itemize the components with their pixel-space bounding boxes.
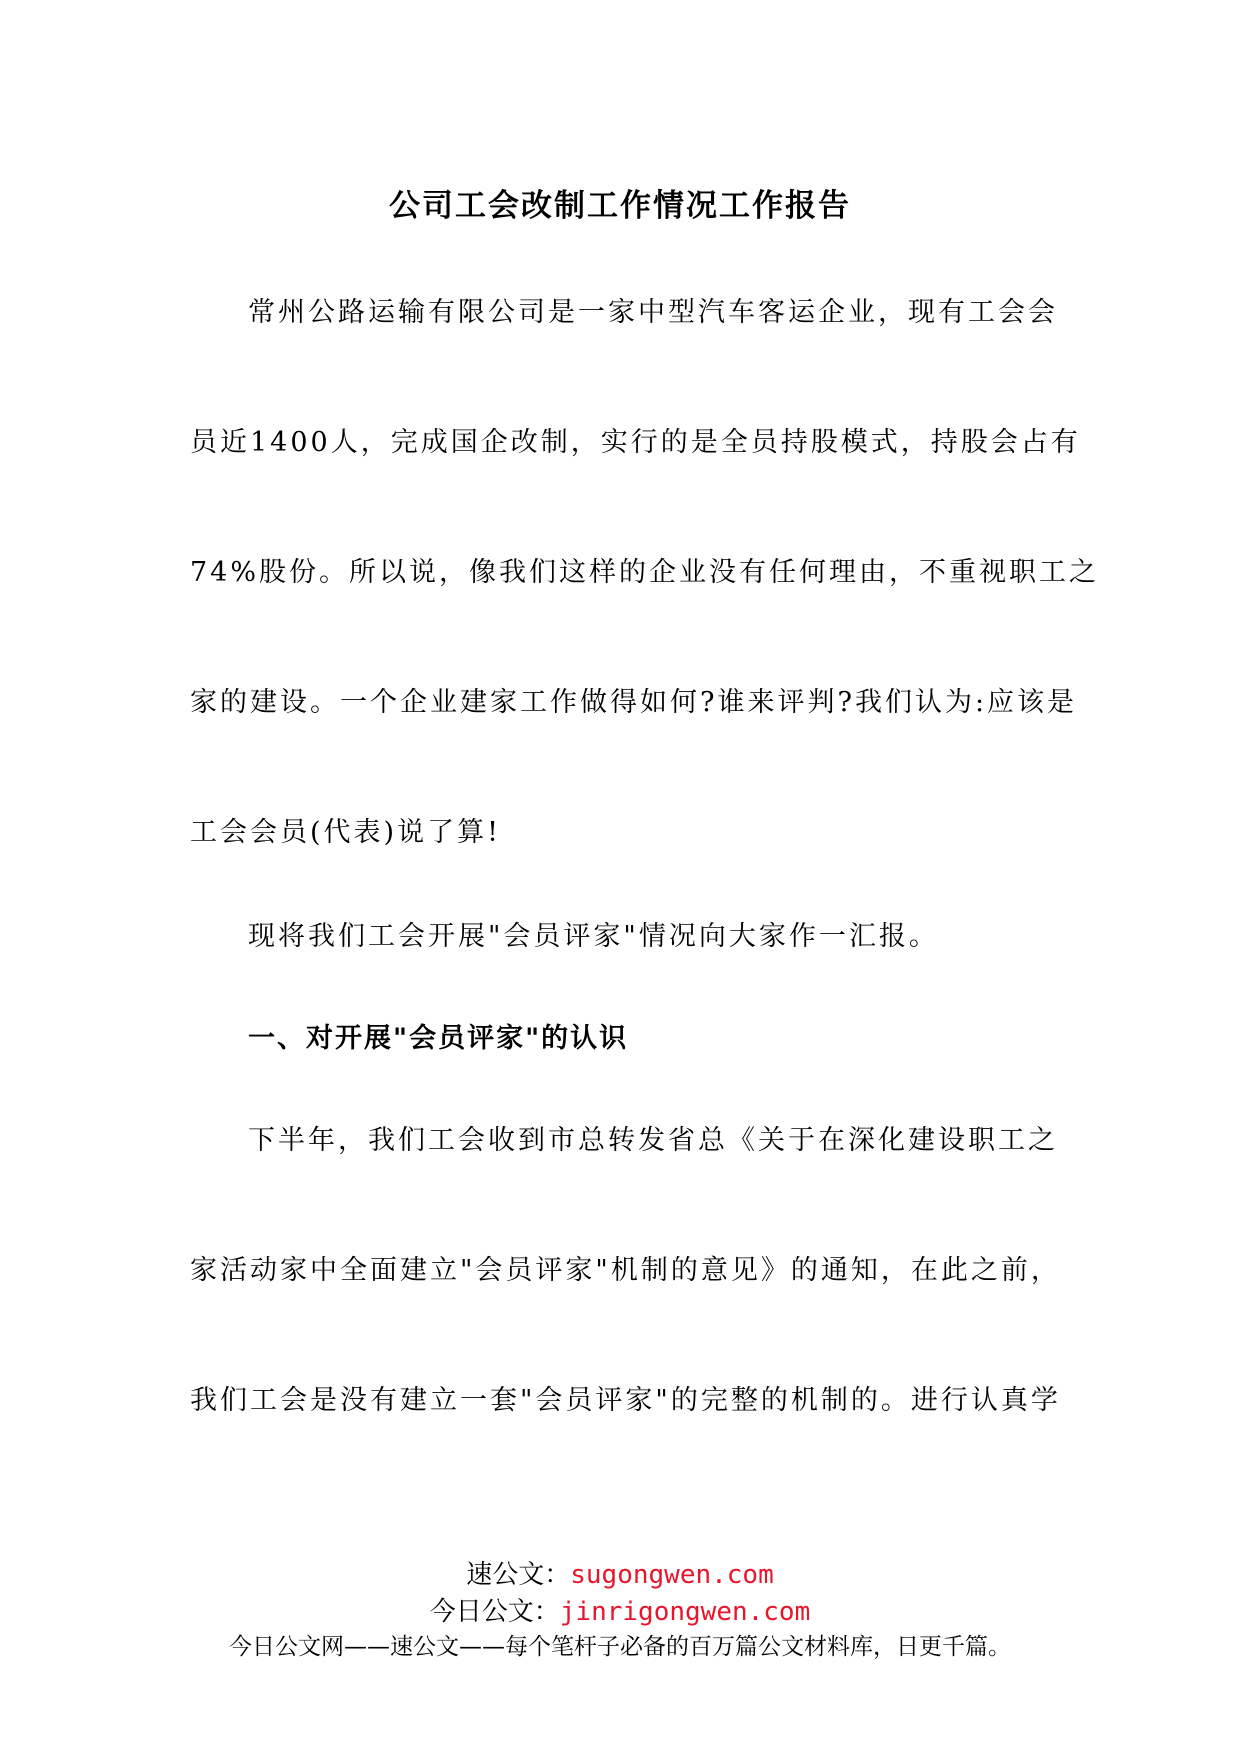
section-heading: 一、对开展"会员评家"的认识 xyxy=(248,1023,629,1054)
footer-site2-link[interactable]: jinrigongwen.com xyxy=(559,1597,811,1627)
paragraph-line: 我们工会是没有建立一套"会员评家"的完整的机制的。进行认真学 xyxy=(190,1385,1061,1416)
paragraph-line: 常州公路运输有限公司是一家中型汽车客运企业，现有工会会 xyxy=(248,297,1058,328)
paragraph-line: 家的建设。一个企业建家工作做得如何?谁来评判?我们认为:应该是 xyxy=(190,687,1078,718)
footer-site2-label: 今日公文： xyxy=(429,1597,560,1627)
footer-site1-label: 速公文： xyxy=(466,1560,571,1590)
paragraph-line: 下半年，我们工会收到市总转发省总《关于在深化建设职工之 xyxy=(248,1125,1058,1156)
paragraph-line: 工会会员(代表)说了算! xyxy=(190,817,501,848)
paragraph-line: 74%股份。所以说，像我们这样的企业没有任何理由，不重视职工之 xyxy=(190,557,1100,588)
footer-site1-link[interactable]: sugongwen.com xyxy=(570,1560,774,1590)
footer-site1 xyxy=(0,1554,1240,1591)
paragraph-line: 家活动家中全面建立"会员评家"机制的意见》的通知，在此之前， xyxy=(190,1255,1061,1286)
document-title: 公司工会改制工作情况工作报告 xyxy=(389,188,851,224)
paragraph-line: 现将我们工会开展"会员评家"情况向大家作一汇报。 xyxy=(248,921,939,952)
footer-tagline: 今日公文网——速公文——每个笔杆子必备的百万篇公文材料库，日更千篇。 xyxy=(229,1634,1011,1660)
paragraph-line: 员近1400人，完成国企改制，实行的是全员持股模式，持股会占有 xyxy=(190,427,1081,458)
footer-site2 xyxy=(0,1591,1240,1628)
